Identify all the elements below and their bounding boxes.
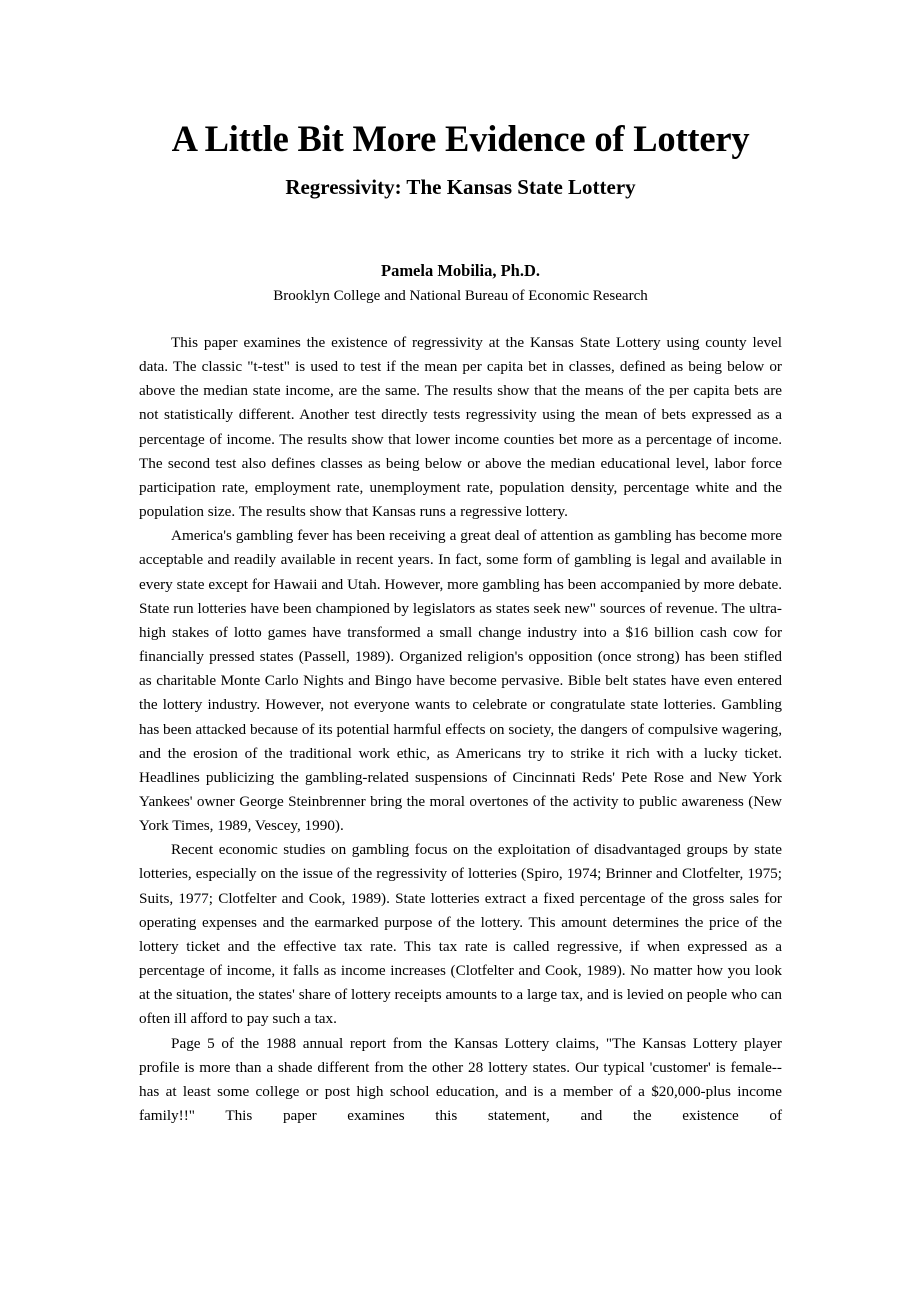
author-name: Pamela Mobilia, Ph.D. — [380, 261, 541, 280]
body-paragraph: America's gambling fever has been receiving a great deal of attention as gambling has become more acceptable and readily available in recent years. In fact, some form of gambling is legal and available in every state except for Hawaii and Utah. However, more gambling has been accompanied by more debate. State run lotteries have been championed by legislators as states seek new" sources of revenue. The ultra-high stakes of lotto games have transformed a small change industry into a $16 billion cash cow for financially pressed states (Passell, 1989). Organized religion's opposition (once strong) has been stifled as charitable Monte Carlo Nights and Bingo have become pervasive. Bible belt states have even entered the lottery industry. However, not everyone wants to celebrate or congratulate state lotteries. Gambling has been attacked because of its potential harmful effects on society, the dangers of compulsive wagering, and the erosion of the traditional work ethic, as Americans try to strike it rich with a lucky ticket. Headlines publicizing the gambling-related suspensions of Cincinnati Reds' Pete Rose and New York Yankees' owner George Steinbrenner bring the moral overtones of the activity to public awareness (New York Times, 1989, Vescey, 1990). — [139, 527, 782, 835]
author-affiliation: Brooklyn College and National Bureau of Economic Research — [273, 288, 648, 304]
paper-title: A Little Bit More Evidence of Lottery — [171, 118, 750, 159]
body-paragraph: Page 5 of the 1988 annual report from the Kansas Lottery claims, "The Kansas Lottery player profile is more than a shade different from the other 28 lottery states. Our typical 'customer' is female--has at least some college or post high school education, and is a member of a $20,000-plus income family!!" This paper examines this statement, and the existence of — [139, 1034, 782, 1124]
body-paragraph: Recent economic studies on gambling focus on the exploitation of disadvantaged groups by state lotteries, especially on the issue of the regressivity of lotteries (Spiro, 1974; Brinner and Clotfelter, 1975; Suits, 1977; Clotfelter and Cook, 1989). State lotteries extract a fixed percentage of the gross sales for operating expenses and the earmarked purpose of the lottery. This amount determines the price of the lottery ticket and the effective tax rate. This tax rate is called regressive, if when expressed as a percentage of income, it falls as income increases (Clotfelter and Cook, 1989). No matter how you look at the situation, the states' share of lottery receipts amounts to a large tax, and is levied on people who can often ill afford to pay such a tax. — [139, 841, 782, 1028]
paper-body — [139, 331, 782, 1128]
abstract-paragraph: This paper examines the existence of regressivity at the Kansas State Lottery using county level data. The classic "t-test" is used to test if the mean per capita bet in classes, defined as being below or above the median state income, are the same. The results show that the means of the per capita bets are not statistically different. Another test directly tests regressivity using the mean of bets expressed as a percentage of income. The results show that lower income counties bet more as a percentage of income. The second test also defines classes as being below or above the median educational level, labor force participation rate, employment rate, unemployment rate, population density, percentage white and the population size. The results show that Kansas runs a regressive lottery. — [139, 334, 782, 521]
paper-subtitle: Regressivity: The Kansas State Lottery — [285, 175, 636, 199]
